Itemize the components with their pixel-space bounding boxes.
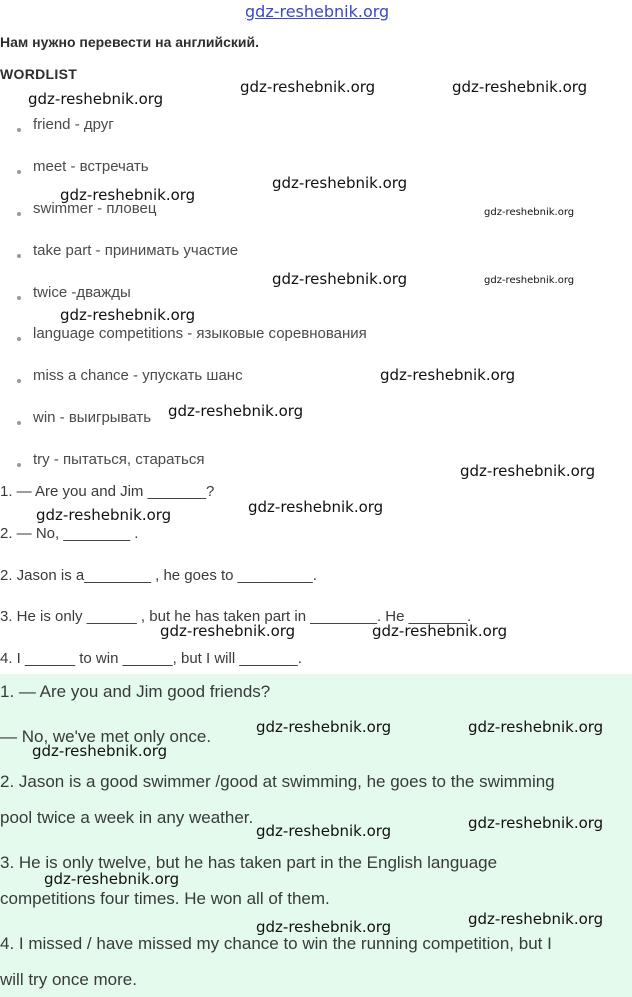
answer-line: 3. He is only twelve, but he has taken part in the English language bbox=[0, 853, 498, 872]
bullet-icon bbox=[17, 463, 21, 467]
bullet-icon bbox=[17, 212, 21, 216]
watermark: gdz-reshebnik.org bbox=[36, 506, 172, 524]
exercise-line: 2. Jason is a________ , he goes to _________. bbox=[0, 567, 317, 584]
bullet-icon bbox=[17, 296, 21, 300]
answer-line: 2. Jason is a good swimmer /good at swimming, he goes to the swimming bbox=[0, 772, 555, 791]
watermark: gdz-reshebnik.org bbox=[28, 90, 164, 108]
bullet-icon bbox=[17, 421, 21, 425]
watermark: gdz-reshebnik.org bbox=[272, 174, 408, 192]
bullet-icon bbox=[17, 128, 21, 132]
answer-line: competitions four times. He won all of them. bbox=[0, 889, 330, 908]
watermark: gdz-reshebnik.org bbox=[468, 910, 604, 928]
watermark: gdz-reshebnik.org bbox=[468, 718, 604, 736]
watermark: gdz-reshebnik.org bbox=[372, 622, 508, 640]
watermark: gdz-reshebnik.org bbox=[44, 870, 180, 888]
watermark: gdz-reshebnik.org bbox=[380, 366, 516, 384]
exercise-line: 4. I ______ to win ______, but I will _______. bbox=[0, 650, 302, 667]
watermark: gdz-reshebnik.org bbox=[272, 270, 408, 288]
watermark: gdz-reshebnik.org bbox=[484, 207, 575, 218]
answer-line: — No, we've met only once. bbox=[0, 727, 212, 746]
list-item: friend - друг bbox=[33, 116, 114, 133]
list-item: twice -дважды bbox=[33, 284, 131, 301]
bullet-icon bbox=[17, 254, 21, 258]
watermark: gdz-reshebnik.org bbox=[468, 814, 604, 832]
watermark: gdz-reshebnik.org bbox=[60, 306, 196, 324]
watermark: gdz-reshebnik.org bbox=[256, 918, 392, 936]
watermark: gdz-reshebnik.org bbox=[256, 822, 392, 840]
list-item: try - пытаться, стараться bbox=[33, 451, 205, 468]
list-item: swimmer - пловец bbox=[33, 200, 157, 217]
watermark: gdz-reshebnik.org bbox=[60, 186, 196, 204]
watermark: gdz-reshebnik.org bbox=[484, 275, 575, 286]
list-item: meet - встречать bbox=[33, 158, 149, 175]
watermark: gdz-reshebnik.org bbox=[460, 462, 596, 480]
watermark: gdz-reshebnik.org bbox=[240, 78, 376, 96]
watermark: gdz-reshebnik.org bbox=[452, 78, 588, 96]
watermark: gdz-reshebnik.org bbox=[160, 622, 296, 640]
watermark: gdz-reshebnik.org bbox=[256, 718, 392, 736]
wordlist-heading: WORDLIST bbox=[0, 66, 78, 82]
answer-line: 1. — Are you and Jim good friends? bbox=[0, 682, 271, 701]
answer-line: will try once more. bbox=[0, 970, 137, 989]
bullet-icon bbox=[17, 337, 21, 341]
list-item: win - выигрывать bbox=[33, 409, 152, 426]
bullet-icon bbox=[17, 170, 21, 174]
page-title: Нам нужно перевести на английский. bbox=[0, 34, 259, 50]
list-item: miss a chance - упускать шанс bbox=[33, 367, 243, 384]
watermark: gdz-reshebnik.org bbox=[248, 498, 384, 516]
watermark: gdz-reshebnik.org bbox=[32, 742, 168, 760]
list-item: take part - принимать участие bbox=[33, 242, 239, 259]
exercise-line: 2. — No, ________ . bbox=[0, 525, 139, 542]
site-header-link[interactable]: gdz-reshebnik.org bbox=[245, 2, 390, 21]
exercise-line: 3. He is only ______ , but he has taken part in ________. He _______. bbox=[0, 608, 472, 625]
exercise-line: 1. — Are you and Jim _______? bbox=[0, 483, 215, 500]
list-item: language competitions - языковые соревнования bbox=[33, 325, 367, 342]
answer-line: pool twice a week in any weather. bbox=[0, 808, 254, 827]
bullet-icon bbox=[17, 379, 21, 383]
answer-line: 4. I missed / have missed my chance to win the running competition, but I bbox=[0, 934, 552, 953]
watermark: gdz-reshebnik.org bbox=[168, 402, 304, 420]
